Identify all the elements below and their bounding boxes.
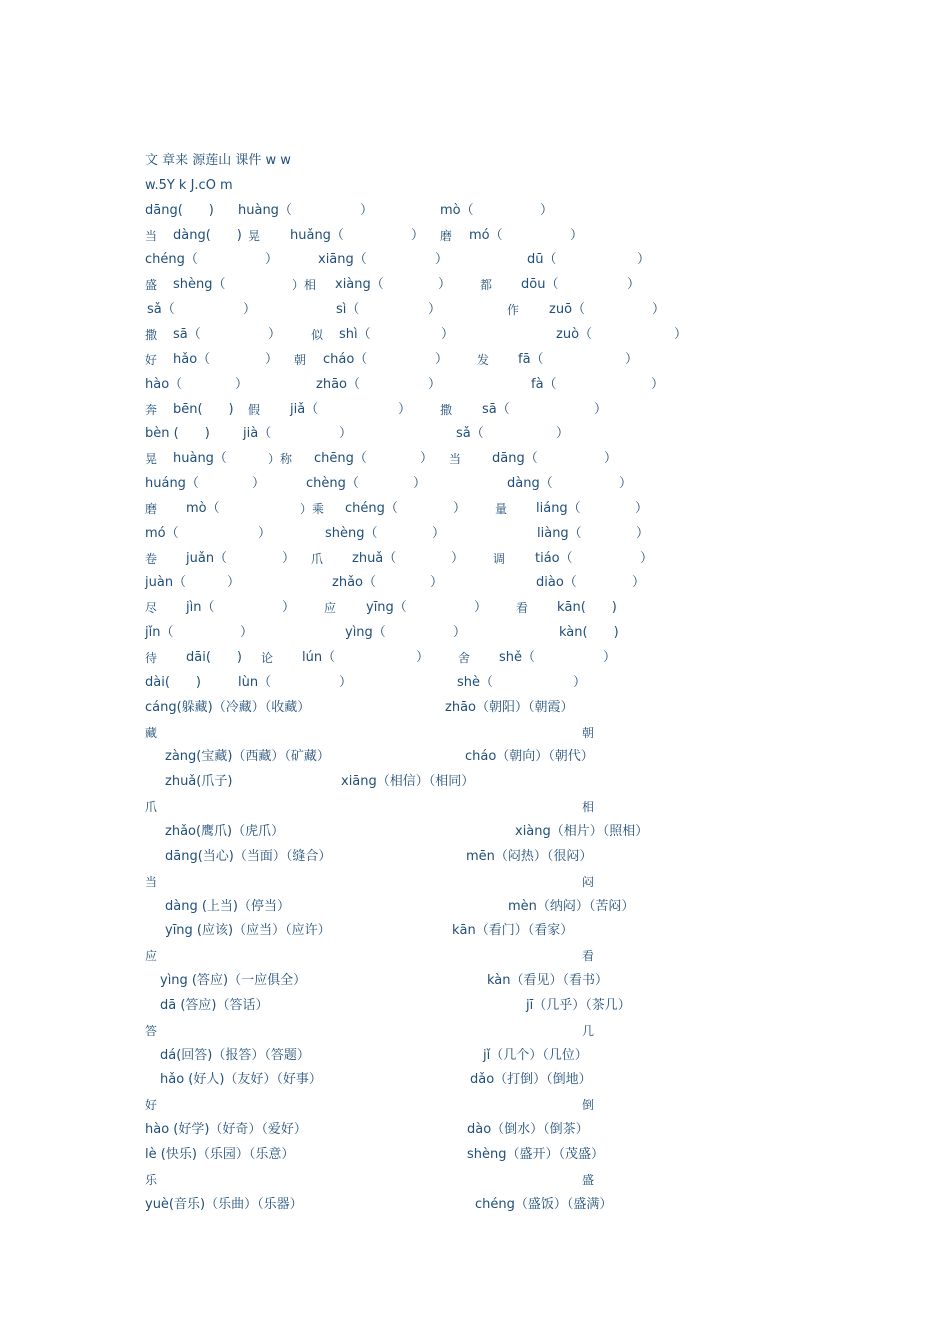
text-segment: kān( ): [557, 600, 617, 616]
text-segment: mò（: [440, 202, 474, 218]
text-segment: 调: [493, 551, 506, 566]
text-segment: huǎng（: [290, 227, 344, 243]
text-segment: ）: [632, 575, 646, 591]
text-segment: tiáo（: [535, 550, 573, 566]
text-line: [0, 250, 950, 270]
text-segment: 论: [261, 651, 274, 665]
text-segment: liáng（: [536, 500, 581, 516]
text-segment: yìng（: [345, 625, 386, 641]
text-line: [0, 1021, 950, 1041]
text-segment: lùn（: [238, 674, 272, 690]
text-segment: ）: [265, 351, 279, 367]
text-segment: kàn（看见）（看书）: [487, 973, 609, 989]
text-segment: fà（: [531, 376, 557, 392]
text-segment: sā（: [173, 326, 201, 342]
text-segment: ）: [411, 227, 425, 243]
text-segment: xiàng（: [335, 277, 384, 293]
text-segment: ）: [360, 202, 374, 218]
text-segment: ）: [432, 525, 446, 541]
text-segment: dàng（: [507, 476, 553, 492]
text-segment: shèng（盛开）（茂盛）: [467, 1147, 605, 1162]
text-segment: yīng（: [366, 600, 407, 616]
text-segment: 撒: [145, 327, 158, 342]
text-line: [0, 872, 950, 892]
text-segment: 磨: [440, 228, 453, 243]
text-segment: chèng（: [306, 476, 359, 492]
text-segment: ）称: [268, 452, 293, 467]
text-segment: ）: [428, 376, 442, 392]
text-line: [0, 226, 950, 246]
text-segment: 卷: [145, 551, 158, 566]
text-segment: shě（: [499, 650, 536, 665]
text-segment: jǐn（: [145, 625, 174, 641]
text-segment: ）: [235, 376, 249, 392]
text-segment: ）: [268, 326, 282, 342]
text-segment: 倒: [582, 1098, 595, 1113]
text-segment: ）: [635, 500, 649, 516]
text-line: [0, 897, 950, 917]
text-segment: ）: [637, 252, 651, 268]
text-segment: ）相: [292, 278, 317, 293]
text-segment: ）: [604, 451, 618, 467]
text-line: [0, 449, 950, 469]
text-line: [0, 673, 950, 693]
text-segment: ）: [435, 252, 449, 268]
text-segment: dā (答应)（答话）: [160, 997, 269, 1013]
text-line: [0, 772, 950, 792]
text-segment: ）: [240, 625, 254, 641]
text-segment: 尽: [145, 601, 158, 616]
text-segment: 都: [480, 278, 493, 293]
text-segment: 晃: [248, 228, 261, 243]
text-segment: mēn（闷热）（很闷）: [466, 848, 593, 864]
text-segment: zuō（: [549, 302, 586, 318]
text-segment: zhāo（朝阳）（朝霞）: [445, 699, 574, 715]
text-line: [0, 698, 950, 718]
text-segment: mó（: [469, 227, 503, 243]
text-segment: 相: [582, 800, 595, 815]
text-line: [0, 1120, 950, 1140]
text-segment: zàng(宝藏)（西藏）（矿藏）: [165, 749, 330, 765]
text-segment: chēng（: [314, 451, 367, 467]
text-segment: dá(回答)（报答）（答题）: [160, 1047, 310, 1063]
text-segment: ）: [636, 525, 650, 541]
text-line: [0, 375, 950, 395]
text-segment: chéng（: [145, 252, 198, 268]
text-segment: dàng( ): [173, 227, 242, 243]
text-line: [0, 275, 950, 295]
text-segment: hào（: [145, 376, 183, 392]
text-segment: dū（: [527, 252, 557, 268]
text-line: [0, 300, 950, 320]
text-segment: dāi( ): [186, 650, 242, 665]
text-segment: dài( ): [145, 674, 201, 690]
text-segment: 假: [248, 402, 261, 417]
text-segment: yīng (应该)（应当）（应许）: [165, 923, 331, 939]
text-segment: 盛: [145, 278, 158, 293]
text-segment: 闷: [582, 874, 595, 889]
text-segment: ）: [474, 600, 488, 616]
text-segment: 朝: [294, 352, 307, 367]
text-segment: ）: [570, 227, 584, 243]
text-segment: ）: [640, 550, 654, 566]
text-segment: 磨: [145, 501, 158, 516]
text-segment: shèng（: [173, 277, 226, 293]
text-segment: 好: [145, 352, 158, 367]
text-line: [0, 499, 950, 519]
text-segment: diào（: [536, 575, 577, 591]
text-segment: cháo（朝向）（朝代）: [465, 749, 594, 765]
text-line: [0, 747, 950, 767]
text-segment: 晃: [145, 452, 158, 467]
text-segment: 看: [582, 949, 595, 964]
text-segment: jī（几乎）（茶几）: [526, 997, 631, 1013]
text-segment: ）: [540, 202, 554, 218]
text-segment: sǎ（: [147, 302, 175, 318]
text-segment: 当: [145, 228, 158, 243]
text-segment: zhǎo（: [332, 575, 376, 591]
text-segment: 舍: [458, 651, 471, 665]
text-segment: 乐: [145, 1172, 158, 1187]
text-segment: xiāng（: [318, 252, 367, 268]
text-segment: 奔: [145, 402, 158, 417]
text-segment: ）: [416, 650, 430, 665]
text-segment: 几: [582, 1023, 595, 1038]
text-line: [0, 648, 950, 668]
text-segment: ）: [258, 525, 272, 541]
text-segment: xiāng（相信）（相同）: [341, 774, 475, 790]
text-segment: 答: [145, 1023, 158, 1038]
text-line: [0, 424, 950, 444]
text-segment: lè (快乐)（乐园）（乐意）: [145, 1147, 295, 1162]
text-segment: ）: [430, 575, 444, 591]
text-segment: 应: [145, 949, 158, 964]
text-line: [0, 350, 950, 370]
text-segment: ）: [243, 302, 257, 318]
text-segment: ）: [451, 550, 465, 566]
text-segment: 朝: [582, 725, 595, 740]
text-segment: kān（看门）（看家）: [452, 923, 574, 939]
text-segment: ）: [428, 302, 442, 318]
text-line: [0, 946, 950, 966]
text-segment: cáng(躲藏)（冷藏）（收藏）: [145, 699, 311, 715]
text-segment: 待: [145, 651, 158, 665]
text-segment: dāng( ): [145, 202, 214, 218]
text-segment: ）: [435, 351, 449, 367]
text-segment: 应: [324, 601, 337, 616]
text-segment: ）: [398, 401, 412, 417]
text-line: [0, 623, 950, 643]
text-line: [0, 723, 950, 743]
text-segment: ）: [339, 426, 353, 442]
text-segment: zhuǎ(爪子): [165, 774, 233, 790]
text-segment: ）: [453, 500, 467, 516]
text-segment: zhuǎ（: [352, 550, 397, 566]
text-line: [0, 1195, 950, 1215]
text-segment: ）: [252, 476, 266, 492]
text-line: [0, 598, 950, 618]
text-segment: ）: [282, 550, 296, 566]
text-segment: w.5Y k J.cO m: [145, 177, 233, 193]
text-segment: jǐ（几个）（几位）: [483, 1047, 588, 1063]
text-segment: ）: [573, 674, 587, 690]
text-segment: 好: [145, 1098, 158, 1113]
text-segment: mò（: [186, 500, 220, 516]
text-segment: 量: [495, 501, 508, 516]
text-segment: chéng（: [345, 500, 398, 516]
text-segment: 发: [477, 352, 490, 367]
text-segment: 文 章来 源莲山 课件 w w: [145, 153, 291, 168]
text-line: [0, 573, 950, 593]
text-line: [0, 1046, 950, 1066]
text-segment: shì（: [339, 326, 371, 342]
text-line: [0, 400, 950, 420]
text-segment: ）: [625, 351, 639, 367]
text-line: [0, 971, 950, 991]
text-segment: 看: [516, 601, 529, 616]
text-line: [0, 176, 950, 196]
text-segment: ）: [652, 302, 666, 318]
text-segment: ）: [651, 376, 665, 392]
text-segment: juàn（: [145, 575, 187, 591]
text-line: [0, 1145, 950, 1165]
text-line: [0, 996, 950, 1016]
text-segment: kàn( ): [559, 625, 619, 641]
text-segment: shèng（: [325, 525, 378, 541]
text-segment: xiàng（相片）（照相）: [515, 823, 649, 839]
text-segment: jìn（: [186, 600, 215, 616]
text-segment: dǎo（打倒）（倒地）: [470, 1072, 592, 1088]
text-segment: jiǎ（: [290, 401, 319, 417]
text-segment: ）: [453, 625, 467, 641]
text-line: [0, 822, 950, 842]
text-line: [0, 847, 950, 867]
text-line: [0, 1095, 950, 1115]
text-segment: zhāo（: [316, 376, 360, 392]
text-segment: hǎo（: [173, 351, 211, 367]
text-line: [0, 474, 950, 494]
text-segment: ）: [282, 600, 296, 616]
text-segment: ）: [594, 401, 608, 417]
text-segment: huàng（: [238, 202, 292, 218]
text-segment: jià（: [243, 426, 272, 442]
text-segment: liàng（: [537, 525, 582, 541]
text-segment: 爪: [311, 551, 324, 566]
text-segment: fā（: [518, 351, 544, 367]
text-segment: ）: [627, 277, 641, 293]
text-segment: hǎo (好人)（友好）（好事）: [160, 1072, 322, 1088]
text-line: [0, 325, 950, 345]
text-segment: dōu（: [521, 277, 559, 293]
text-segment: chéng（盛饭）（盛满）: [475, 1196, 613, 1212]
text-segment: yìng (答应)（一应俱全）: [160, 973, 307, 989]
text-segment: 盛: [582, 1172, 595, 1187]
text-segment: sā（: [482, 401, 510, 417]
text-segment: sǎ（: [456, 426, 484, 442]
text-segment: ）: [227, 575, 241, 591]
text-segment: 似: [311, 327, 324, 342]
text-segment: dàng (上当)（停当）: [165, 898, 290, 914]
text-segment: lún（: [302, 650, 336, 665]
text-segment: ）: [420, 451, 434, 467]
text-segment: huáng（: [145, 476, 199, 492]
text-line: [0, 797, 950, 817]
text-segment: ）: [339, 674, 353, 690]
text-line: [0, 921, 950, 941]
text-segment: ）: [441, 326, 455, 342]
text-segment: shè（: [457, 674, 494, 690]
text-line: [0, 201, 950, 221]
text-segment: dào（倒水）（倒茶）: [467, 1122, 589, 1138]
text-segment: bēn( ): [173, 401, 234, 417]
text-segment: ）: [556, 426, 570, 442]
text-line: [0, 549, 950, 569]
text-segment: huàng（: [173, 451, 227, 467]
text-line: [0, 151, 950, 171]
text-segment: sì（: [336, 302, 360, 318]
text-segment: 藏: [145, 725, 158, 740]
text-segment: hào (好学)（好奇）（爱好）: [145, 1122, 307, 1138]
text-segment: ）: [438, 277, 452, 293]
text-segment: 当: [145, 874, 158, 889]
text-segment: zhǎo(鹰爪)（虎爪）: [165, 823, 285, 839]
text-line: [0, 1170, 950, 1190]
text-segment: ）: [265, 252, 279, 268]
text-segment: 作: [507, 303, 520, 318]
text-segment: cháo（: [323, 351, 368, 367]
text-segment: dāng(当心)（当面）（缝合）: [165, 848, 332, 864]
text-segment: 当: [449, 452, 462, 467]
text-segment: ）: [674, 326, 688, 342]
text-segment: zuò（: [556, 326, 593, 342]
text-line: [0, 1070, 950, 1090]
text-segment: ）: [413, 476, 427, 492]
text-segment: mó（: [145, 525, 179, 541]
text-line: [0, 524, 950, 544]
text-segment: yuè(音乐)（乐曲）（乐器）: [145, 1196, 303, 1212]
text-segment: 爪: [145, 800, 158, 815]
text-segment: juǎn（: [186, 550, 228, 566]
text-segment: ）乘: [300, 501, 325, 516]
text-segment: bèn ( ): [145, 426, 210, 442]
text-segment: ）: [603, 650, 617, 665]
text-segment: 撒: [440, 402, 453, 417]
text-segment: ）: [619, 476, 633, 492]
text-segment: dāng（: [492, 451, 538, 467]
text-segment: mèn（纳闷）（苦闷）: [508, 898, 635, 914]
